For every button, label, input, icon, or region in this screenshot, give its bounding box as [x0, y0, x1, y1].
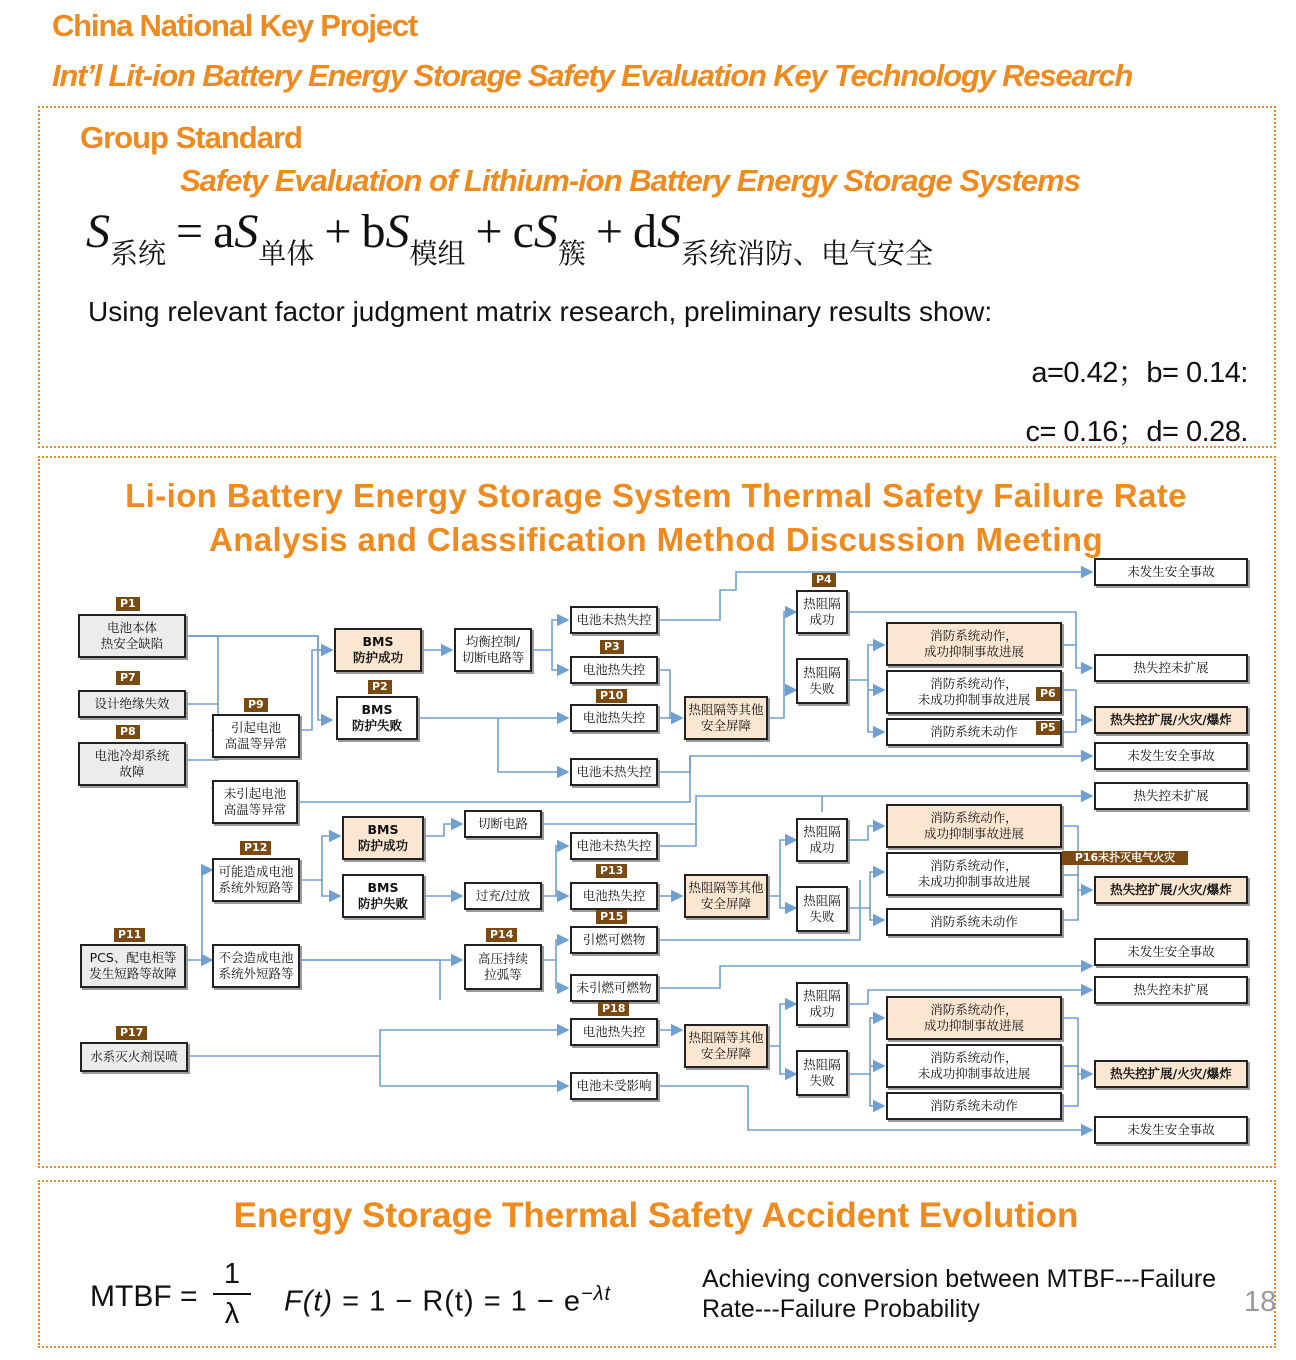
arrow [556, 846, 568, 896]
arrow [498, 718, 568, 772]
arrow [188, 1030, 568, 1056]
node-no-thermal-runaway-3: 电池未热失控 [570, 832, 658, 860]
node-arcing: 高压持续 拉弧等 [464, 944, 542, 990]
arrow [1062, 1074, 1078, 1106]
ft-left: F(t) [284, 1285, 334, 1318]
node-battery-defect: 电池本体 热安全缺陷 [78, 614, 186, 658]
outcome-fire-explosion-1: 热失控扩展/火灾/爆炸 [1094, 706, 1248, 734]
tag-p16: P16未扑灭电气火灾 [1062, 851, 1188, 865]
node-cut-circuit: 切断电路 [464, 810, 542, 838]
node-fire-partial-1: 消防系统动作， 未成功抑制事故进展 [886, 670, 1062, 714]
node-cooling-fault: 电池冷却系统 故障 [78, 742, 186, 786]
tag-p1: P1 [116, 597, 140, 611]
node-insulation-failure: 设计绝缘失效 [78, 690, 186, 718]
formula-sub-cluster: 簇 [557, 237, 586, 270]
tag-p10: P10 [596, 689, 627, 703]
node-fire-ok-1: 消防系统动作， 成功抑制事故进展 [886, 622, 1062, 666]
arrow [870, 1074, 884, 1106]
node-no-high-temp: 未引起电池 高温等异常 [212, 780, 298, 824]
node-no-thermal-runaway-1: 电池未热失控 [570, 606, 658, 634]
node-barrier-2: 热阻隔等其他 安全屏障 [684, 874, 768, 918]
mtbf-label: MTBF = [90, 1280, 198, 1313]
arrow [868, 680, 884, 732]
ft-exponent: −λt [581, 1283, 612, 1305]
node-no-thermal-runaway-2: 电池未热失控 [570, 758, 658, 786]
node-fire-none-3: 消防系统未动作 [886, 1092, 1062, 1120]
standard-subtitle: Safety Evaluation of Lithium-ion Battery Energy Storage Systems [180, 163, 1080, 198]
node-isolation-ok-2: 热阻隔 成功 [796, 818, 848, 862]
ft-mid: = 1 − R(t) = 1 − e [333, 1285, 581, 1318]
arrow [768, 1004, 796, 1046]
tag-p5: P5 [1036, 721, 1060, 735]
coefficients-ab: a=0.42；b= 0.14: [1031, 357, 1248, 389]
formula-sub-system: 系统 [110, 237, 167, 270]
node-pcs-short: PCS、配电柜等 发生短路等故障 [80, 944, 186, 988]
node-bms-success-1: BMS 防护成功 [334, 628, 422, 672]
outcome-no-accident-3: 未发生安全事故 [1094, 938, 1248, 966]
outcome-no-accident-4: 未发生安全事故 [1094, 1116, 1248, 1144]
outcome-no-spread-3: 热失控未扩展 [1094, 976, 1248, 1004]
meeting-title-line2: Analysis and Classification Method Discussion Meeting [208, 521, 1104, 558]
arrow [556, 960, 568, 988]
tag-p8: P8 [116, 725, 140, 739]
arrow [1062, 690, 1092, 720]
arrow [186, 870, 212, 960]
arrow [552, 650, 568, 670]
formula-coef-d: d [633, 205, 657, 258]
evolution-title: Energy Storage Thermal Safety Accident Evolution [233, 1196, 1079, 1235]
mtbf-denominator: λ [224, 1298, 240, 1330]
arrow [768, 612, 796, 718]
node-barrier-3: 热阻隔等其他 安全屏障 [684, 1024, 768, 1068]
tag-p6: P6 [1036, 687, 1060, 701]
fraction-bar [213, 1293, 251, 1295]
arrow [300, 836, 340, 880]
tag-p2: P2 [368, 680, 392, 694]
meeting-title-line1: Li-ion Battery Energy Storage System Thermal Safety Failure Rate [125, 477, 1187, 514]
formula-sub-module: 模组 [409, 237, 466, 270]
arrow [300, 960, 440, 1000]
node-isolation-ok-3: 热阻隔 成功 [796, 982, 848, 1026]
node-battery-unaffected: 电池未受影响 [570, 1072, 658, 1100]
arrow [542, 940, 568, 960]
arrow [1062, 720, 1076, 732]
node-fire-partial-3: 消防系统动作， 未成功抑制事故进展 [886, 1044, 1062, 1088]
node-bms-fail-2: BMS 防护失败 [342, 874, 424, 918]
arrow [658, 824, 696, 846]
node-ignite-combustibles: 引燃可燃物 [570, 926, 658, 954]
node-fire-partial-2: 消防系统动作， 未成功抑制事故进展 [886, 852, 1062, 896]
node-high-temp: 引起电池 高温等异常 [212, 714, 300, 758]
tag-p14: P14 [486, 928, 517, 942]
tag-p15: P15 [596, 910, 627, 924]
tag-p11: P11 [114, 928, 145, 942]
outcome-no-accident-2: 未发生安全事故 [1094, 742, 1248, 770]
failure-probability-formula [284, 1283, 611, 1319]
node-fire-none-2: 消防系统未动作 [886, 908, 1062, 936]
arrow [186, 636, 218, 704]
arrow [300, 650, 332, 730]
outcome-fire-explosion-3: 热失控扩展/火灾/爆炸 [1094, 1060, 1248, 1088]
formula-coef-a: a [213, 205, 235, 258]
node-isolation-fail-3: 热阻隔 失败 [796, 1050, 848, 1096]
node-bms-success-2: BMS 防护成功 [342, 816, 424, 860]
safety-formula: $S_{系统} = aS_{单体} + bS_{模组} + cS_簇 + dS_{系统消防、电气安全}$ [86, 205, 934, 270]
tag-p3: P3 [600, 640, 624, 654]
arrow [848, 826, 884, 840]
page-number: 18 [1244, 1286, 1277, 1318]
node-thermal-runaway-4: 电池热失控 [570, 1018, 658, 1046]
outcome-no-spread-1: 热失控未扩展 [1094, 654, 1248, 682]
node-fire-ok-3: 消防系统动作， 成功抑制事故进展 [886, 996, 1062, 1040]
arrow [768, 840, 796, 896]
formula-sub-fire-electrical: 系统消防、电气安全 [681, 237, 934, 270]
mtbf-fraction [213, 1258, 251, 1330]
mtbf-numerator: 1 [223, 1258, 241, 1290]
evolution-description: Achieving conversion between MTBF---Failure Rate---Failure Probability [702, 1265, 1217, 1323]
tag-p13: P13 [596, 864, 627, 878]
formula-sub-cell: 单体 [258, 237, 315, 270]
arrow [848, 645, 884, 680]
outcome-no-accident-1: 未发生安全事故 [1094, 558, 1248, 586]
arrow [424, 824, 462, 836]
tag-p12: P12 [240, 841, 271, 855]
node-isolation-fail-2: 热阻隔 失败 [796, 886, 848, 932]
tag-p17: P17 [116, 1026, 147, 1040]
arrow [380, 1056, 568, 1086]
node-thermal-runaway-2: 电池热失控 [570, 704, 658, 732]
node-no-ignition: 未引燃可燃物 [570, 974, 658, 1002]
arrow [780, 896, 796, 908]
formula-coef-c: c [512, 205, 534, 258]
node-thermal-runaway-3: 电池热失控 [570, 882, 658, 910]
standard-description: Using relevant factor judgment matrix research, preliminary results show: [88, 296, 993, 327]
arrow [658, 966, 1092, 988]
node-external-short: 可能造成电池 系统外短路等 [212, 858, 300, 902]
arrow [322, 880, 340, 896]
node-no-external-short: 不会造成电池 系统外短路等 [212, 944, 300, 988]
arrow [848, 872, 884, 908]
arrow [658, 756, 1092, 772]
node-fire-none-1: 消防系统未动作 [886, 718, 1062, 746]
project-subtitle: Int’l Lit-ion Battery Energy Storage Safety Evaluation Key Technology Research [52, 58, 1133, 93]
arrow [870, 908, 884, 920]
arrow [186, 636, 332, 650]
arrow [532, 620, 568, 650]
tag-p18: P18 [598, 1002, 629, 1016]
arrow [780, 1046, 796, 1074]
node-isolation-fail-1: 热阻隔 失败 [796, 658, 848, 704]
tag-p7: P7 [116, 671, 140, 685]
node-water-misfire: 水系灭火剂误喷 [80, 1042, 188, 1072]
node-bms-fail-1: BMS 防护失败 [336, 696, 418, 740]
coefficients-cd: c= 0.16；d= 0.28. [1025, 416, 1248, 448]
outcome-fire-explosion-2: 热失控扩展/火灾/爆炸 [1094, 876, 1248, 904]
node-balance-control: 均衡控制/ 切断电路等 [454, 628, 532, 672]
tag-p9: P9 [244, 698, 268, 712]
node-fire-ok-2: 消防系统动作， 成功抑制事故进展 [886, 804, 1062, 848]
project-title: China National Key Project [52, 8, 418, 43]
standard-title: Group Standard [80, 120, 302, 155]
outcome-no-spread-2: 热失控未扩展 [1094, 782, 1248, 810]
arrow [1062, 890, 1078, 920]
tag-p4: P4 [812, 573, 836, 587]
node-barrier-1: 热阻隔等其他 安全屏障 [684, 696, 768, 740]
node-thermal-runaway-1: 电池热失控 [570, 656, 658, 684]
node-over-charge: 过充/过放 [464, 882, 542, 910]
arrow [658, 670, 682, 718]
node-isolation-ok-1: 热阻隔 成功 [796, 590, 848, 634]
formula-coef-b: b [361, 205, 386, 258]
